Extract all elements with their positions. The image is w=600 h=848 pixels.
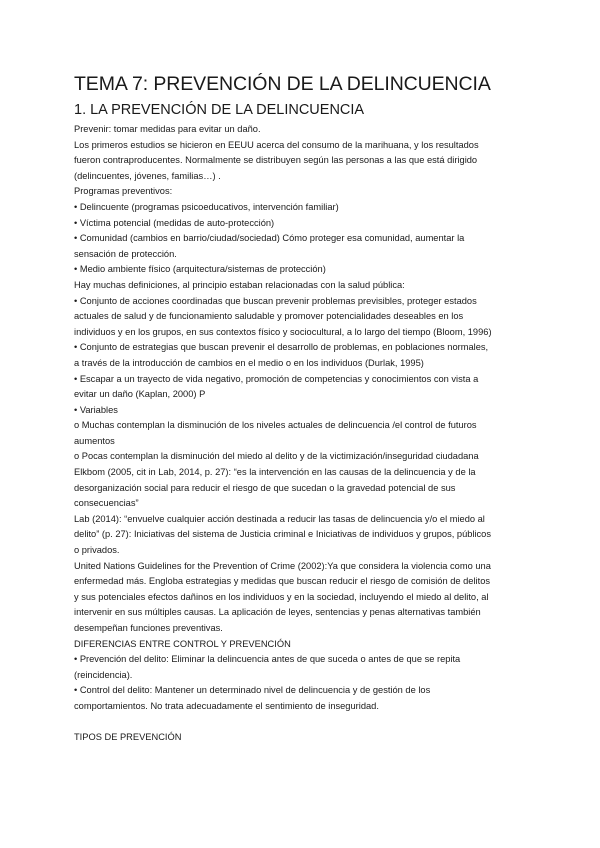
text-line: DIFERENCIAS ENTRE CONTROL Y PREVENCIÓN <box>74 638 291 649</box>
text-line: desempeñan funciones preventivas. <box>74 623 223 633</box>
text-line: comportamientos. No trata adecuadamente el sentimiento de inseguridad. <box>74 700 379 711</box>
text-line: • Delincuente (programas psicoeducativos, intervención familiar) <box>74 201 339 212</box>
text-line: • Medio ambiente físico (arquitectura/sistemas de protección) <box>74 264 326 275</box>
text-line: fueron contraproducentes. Normalmente se distribuyen según las personas a las que está dirigido <box>74 155 478 166</box>
text-line: y sus potenciales efectos dañinos en los individuos y en la sociedad, incluyendo el miedo al delito, al <box>74 591 489 602</box>
text-line: (delincuentes, jóvenes, familias…) . <box>74 170 221 181</box>
text-line: enfermedad más. Engloba estrategias y medidas que buscan reducir el riesgo de comisión de delitos <box>74 576 491 587</box>
blank-line <box>74 715 526 731</box>
document-body <box>74 122 526 746</box>
text-line: aumentos <box>74 435 115 446</box>
text-line: TIPOS DE PREVENCIÓN <box>74 732 182 743</box>
text-line: Los primeros estudios se hicieron en EEUU acerca del consumo de la marihuana, y los resultados <box>74 139 479 150</box>
text-line: United Nations Guidelines for the Prevention of Crime (2002):Ya que considera la violencia como una <box>74 560 491 571</box>
text-line: • Víctima potencial (medidas de auto-protección) <box>74 217 275 228</box>
text-line: • Conjunto de estrategias que buscan prevenir el desarrollo de problemas, en poblaciones normales, <box>74 342 489 353</box>
text-line: o privados. <box>74 545 120 556</box>
text-line: actuales de salud y de funcionamiento saludable y promover potencialidades deseables en los <box>74 311 464 322</box>
text-line: sensación de protección. <box>74 248 177 259</box>
text-line: • Variables <box>74 404 118 415</box>
text-line: intervenir en sus múltiples causas. La aplicación de leyes, sentencias y penas alternativas también <box>74 607 481 618</box>
text-line: o Pocas contemplan la disminución del miedo al delito y de la victimización/inseguridad ciudadana <box>74 451 479 462</box>
text-line: Lab (2014): “envuelve cualquier acción destinada a reducir las tasas de delincuencia y/o el miedo al <box>74 513 485 524</box>
text-line: o Muchas contemplan la disminución de los niveles actuales de delincuencia /el control de futuros <box>74 420 477 431</box>
text-line: desorganización social para reducir el riesgo de que sucedan o la gravedad potencial de sus <box>74 482 456 493</box>
text-line: evitar un daño (Kaplan, 2000) P <box>74 389 206 400</box>
text-line: delito” (p. 27): Iniciativas del sistema de Justicia criminal e Iniciativas de individuos y grupos, públicos <box>74 529 492 540</box>
text-line: (reincidencia). <box>74 669 133 680</box>
page-title: TEMA 7: PREVENCIÓN DE LA DELINCUENCIA <box>74 73 491 95</box>
text-line: a través de la introducción de cambios en el medio o en los individuos (Durlak, 1995) <box>74 357 424 368</box>
text-line: • Conjunto de acciones coordinadas que buscan prevenir problemas previsibles, proteger estados <box>74 295 477 306</box>
section-heading: 1. LA PREVENCIÓN DE LA DELINCUENCIA <box>74 102 365 118</box>
text-line: • Control del delito: Mantener un determinado nivel de delincuencia y de gestión de los <box>74 685 431 696</box>
text-line: • Escapar a un trayecto de vida negativo, promoción de competencias y conocimientos con vista a <box>74 373 479 384</box>
text-line: Elkbom (2005, cit in Lab, 2014, p. 27): “es la intervención en las causas de la delincuencia y de la <box>74 467 476 478</box>
text-line: Prevenir: tomar medidas para evitar un daño. <box>74 124 261 134</box>
text-line: Programas preventivos: <box>74 186 173 197</box>
text-line: individuos y en los grupos, en sus contextos físico y sociocultural, a lo largo del tiempo (Bloom, 1996) <box>74 326 492 337</box>
text-line: consecuencias” <box>74 498 139 509</box>
text-line: • Comunidad (cambios en barrio/ciudad/sociedad) Cómo proteger esa comunidad, aumentar la <box>74 233 465 244</box>
text-line: Hay muchas definiciones, al principio estaban relacionadas con la salud pública: <box>74 279 405 290</box>
text-line: • Prevención del delito: Eliminar la delincuencia antes de que suceda o antes de que se repita <box>74 654 461 665</box>
